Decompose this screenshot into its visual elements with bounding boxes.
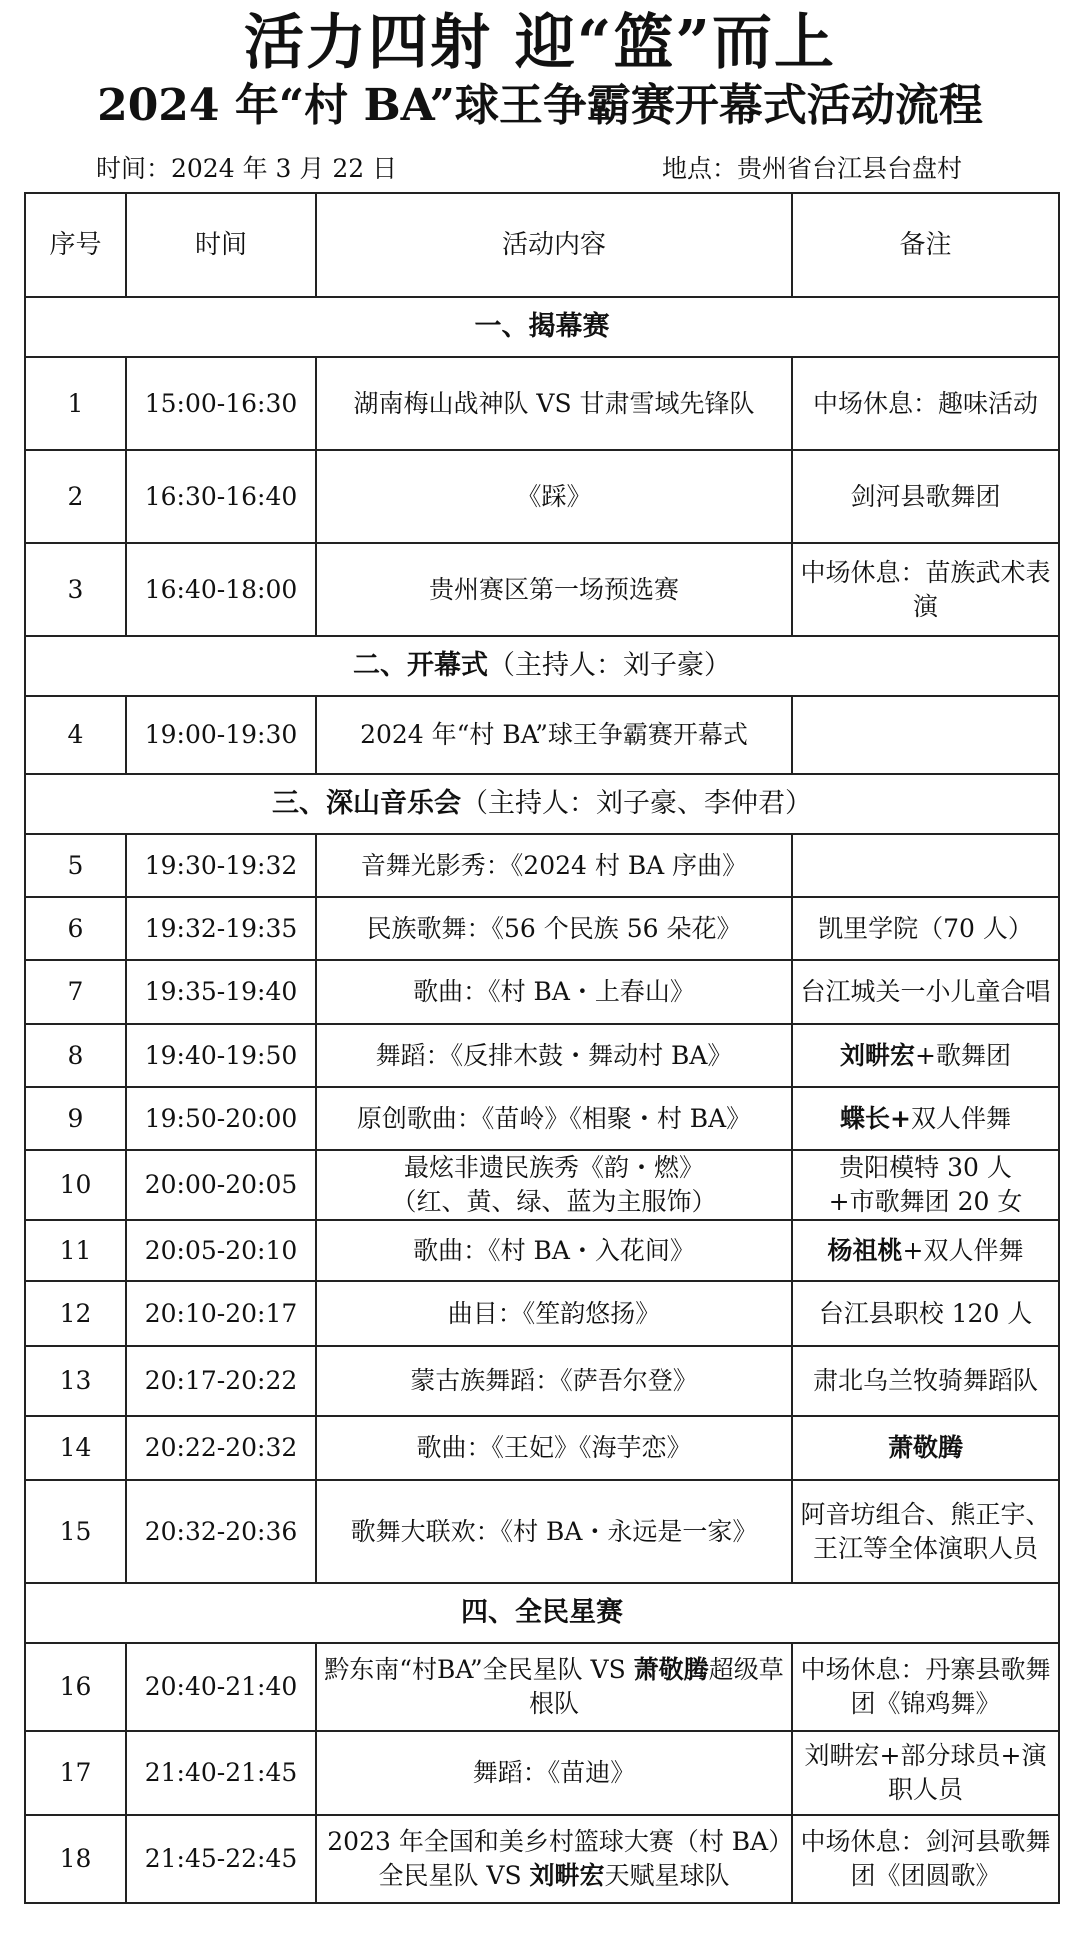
row-no: 4: [25, 696, 126, 774]
row-time: 20:05-20:10: [126, 1220, 316, 1281]
row-content: 歌曲：《村 BA・入花间》: [316, 1220, 792, 1281]
row-content: 贵州赛区第一场预选赛: [316, 543, 792, 636]
row-time: 15:00-16:30: [126, 357, 316, 450]
row-time: 20:32-20:36: [126, 1480, 316, 1583]
row-no: 7: [25, 960, 126, 1024]
row-note: [792, 696, 1059, 774]
table-row: [25, 1150, 1059, 1220]
performer-name: 杨祖桃: [827, 1235, 903, 1265]
row-note: [792, 1416, 1059, 1480]
table-row: [25, 1220, 1059, 1281]
row-no: 12: [25, 1281, 126, 1346]
row-note: 剑河县歌舞团: [792, 450, 1059, 543]
row-content: 音舞光影秀：《2024 村 BA 序曲》: [316, 834, 792, 897]
row-content: 蒙古族舞蹈：《萨吾尔登》: [316, 1346, 792, 1416]
header-note: 备注: [792, 193, 1059, 297]
row-no: 2: [25, 450, 126, 543]
section-row: [25, 1583, 1059, 1643]
row-note: 中场休息：趣味活动: [792, 357, 1059, 450]
row-no: 10: [25, 1150, 126, 1220]
row-note: 台江县职校 120 人: [792, 1281, 1059, 1346]
performer-name: 蝶长+: [840, 1103, 911, 1133]
table-row: [25, 450, 1059, 543]
row-note: [792, 1220, 1059, 1281]
row-note: 肃北乌兰牧骑舞蹈队: [792, 1346, 1059, 1416]
row-content: 曲目：《笙韵悠扬》: [316, 1281, 792, 1346]
row-no: 11: [25, 1220, 126, 1281]
section-host: （主持人：刘子豪）: [488, 650, 731, 681]
note-line: 贵阳模特 30 人: [839, 1153, 1012, 1182]
row-no: 5: [25, 834, 126, 897]
table-row: [25, 1087, 1059, 1150]
row-time: 21:40-21:45: [126, 1731, 316, 1815]
row-content: [316, 1643, 792, 1731]
page-subtitle: 2024 年“村 BA”球王争霸赛开幕式活动流程: [97, 80, 983, 131]
content-text: 2023 年全国和美乡村篮球大赛（村 BA）全民星队 VS: [327, 1827, 781, 1890]
row-time: 19:32-19:35: [126, 897, 316, 960]
row-no: 16: [25, 1643, 126, 1731]
row-content: 民族歌舞：《56 个民族 56 朵花》: [316, 897, 792, 960]
row-note: [792, 1024, 1059, 1087]
row-no: 17: [25, 1731, 126, 1815]
row-note: 凯里学院（70 人）: [792, 897, 1059, 960]
section-title: 二、开幕式（主持人：刘子豪）: [25, 636, 1059, 696]
section-row: [25, 636, 1059, 696]
schedule-table: [24, 192, 1060, 1904]
row-content: [316, 1150, 792, 1220]
section-host: （主持人：刘子豪、李仲君）: [461, 788, 812, 819]
page-title: 活力四射 迎“篮”而上: [244, 8, 836, 78]
row-note: 中场休息：苗族武术表演: [792, 543, 1059, 636]
content-line: 最炫非遗民族秀《韵・燃》: [403, 1153, 704, 1182]
note-line: +市歌舞团 20 女: [828, 1187, 1023, 1216]
row-note: [792, 1087, 1059, 1150]
header-no: 序号: [25, 193, 126, 297]
row-note: 中场休息：丹寨县歌舞团《锦鸡舞》: [792, 1643, 1059, 1731]
row-time: 21:45-22:45: [126, 1815, 316, 1903]
row-note: 中场休息：剑河县歌舞团《团圆歌》: [792, 1815, 1059, 1903]
row-time: 19:35-19:40: [126, 960, 316, 1024]
row-no: 14: [25, 1416, 126, 1480]
table-row: [25, 357, 1059, 450]
row-time: 19:00-19:30: [126, 696, 316, 774]
table-row: [25, 1731, 1059, 1815]
content-text: 超级草根队: [528, 1655, 784, 1718]
event-date: 时间：2024 年 3 月 22 日: [96, 154, 398, 183]
row-no: 3: [25, 543, 126, 636]
table-row: [25, 696, 1059, 774]
table-row: [25, 543, 1059, 636]
performer-name: 萧敬腾: [633, 1655, 709, 1684]
row-note: 台江城关一小儿童合唱: [792, 960, 1059, 1024]
content-text: 黔东南“村BA”全民星队 VS: [324, 1655, 634, 1684]
row-content: 歌曲：《王妃》《海芋恋》: [316, 1416, 792, 1480]
section-row: [25, 297, 1059, 357]
row-note: [792, 834, 1059, 897]
event-location: 地点：贵州省台江县台盘村: [662, 154, 963, 183]
header-content: 活动内容: [316, 193, 792, 297]
row-time: 20:22-20:32: [126, 1416, 316, 1480]
table-row: [25, 834, 1059, 897]
row-content: 歌舞大联欢：《村 BA・永远是一家》: [316, 1480, 792, 1583]
section-title: 三、深山音乐会（主持人：刘子豪、李仲君）: [25, 774, 1059, 834]
table-row: [25, 960, 1059, 1024]
table-row: [25, 1416, 1059, 1480]
table-row: [25, 1643, 1059, 1731]
row-time: 19:50-20:00: [126, 1087, 316, 1150]
row-no: 9: [25, 1087, 126, 1150]
row-no: 6: [25, 897, 126, 960]
table-row: [25, 1346, 1059, 1416]
row-time: 20:10-20:17: [126, 1281, 316, 1346]
row-content: [316, 1815, 792, 1903]
performer-name: 刘畊宏: [840, 1040, 916, 1070]
table-header-row: [25, 193, 1059, 297]
row-content: 舞蹈：《苗迪》: [316, 1731, 792, 1815]
row-note: [792, 1150, 1059, 1220]
row-time: 19:40-19:50: [126, 1024, 316, 1087]
row-time: 20:17-20:22: [126, 1346, 316, 1416]
table-row: [25, 897, 1059, 960]
table-row: [25, 1815, 1059, 1903]
row-time: 20:00-20:05: [126, 1150, 316, 1220]
note-text: 双人伴舞: [910, 1103, 1011, 1133]
row-content: 歌曲：《村 BA・上春山》: [316, 960, 792, 1024]
note-text: +双人伴舞: [902, 1235, 1024, 1265]
row-content: 舞蹈：《反排木鼓・舞动村 BA》: [316, 1024, 792, 1087]
row-content: 2024 年“村 BA”球王争霸赛开幕式: [316, 696, 792, 774]
note-text: +歌舞团: [915, 1040, 1011, 1070]
content-text: 天赋星球队: [604, 1861, 730, 1890]
row-content: 湖南梅山战神队 VS 甘肃雪域先锋队: [316, 357, 792, 450]
row-no: 1: [25, 357, 126, 450]
table-row: [25, 1480, 1059, 1583]
section-title: 一、揭幕赛: [25, 297, 1059, 357]
row-note: 刘畊宏+部分球员+演职人员: [792, 1731, 1059, 1815]
row-no: 15: [25, 1480, 126, 1583]
row-time: 16:30-16:40: [126, 450, 316, 543]
content-line: （红、黄、绿、蓝为主服饰）: [391, 1187, 717, 1216]
performer-name: 刘畊宏: [529, 1861, 605, 1890]
row-no: 18: [25, 1815, 126, 1903]
row-time: 19:30-19:32: [126, 834, 316, 897]
row-content: 原创歌曲：《苗岭》《相聚・村 BA》: [316, 1087, 792, 1150]
table-row: [25, 1281, 1059, 1346]
table-row: [25, 1024, 1059, 1087]
row-time: 20:40-21:40: [126, 1643, 316, 1731]
section-row: [25, 774, 1059, 834]
section-title: 四、全民星赛: [25, 1583, 1059, 1643]
row-no: 8: [25, 1024, 126, 1087]
header-time: 时间: [126, 193, 316, 297]
row-no: 13: [25, 1346, 126, 1416]
row-content: 《踩》: [316, 450, 792, 543]
performer-name: 萧敬腾: [887, 1433, 963, 1462]
row-time: 16:40-18:00: [126, 543, 316, 636]
row-note: 阿音坊组合、熊正宇、王江等全体演职人员: [792, 1480, 1059, 1583]
